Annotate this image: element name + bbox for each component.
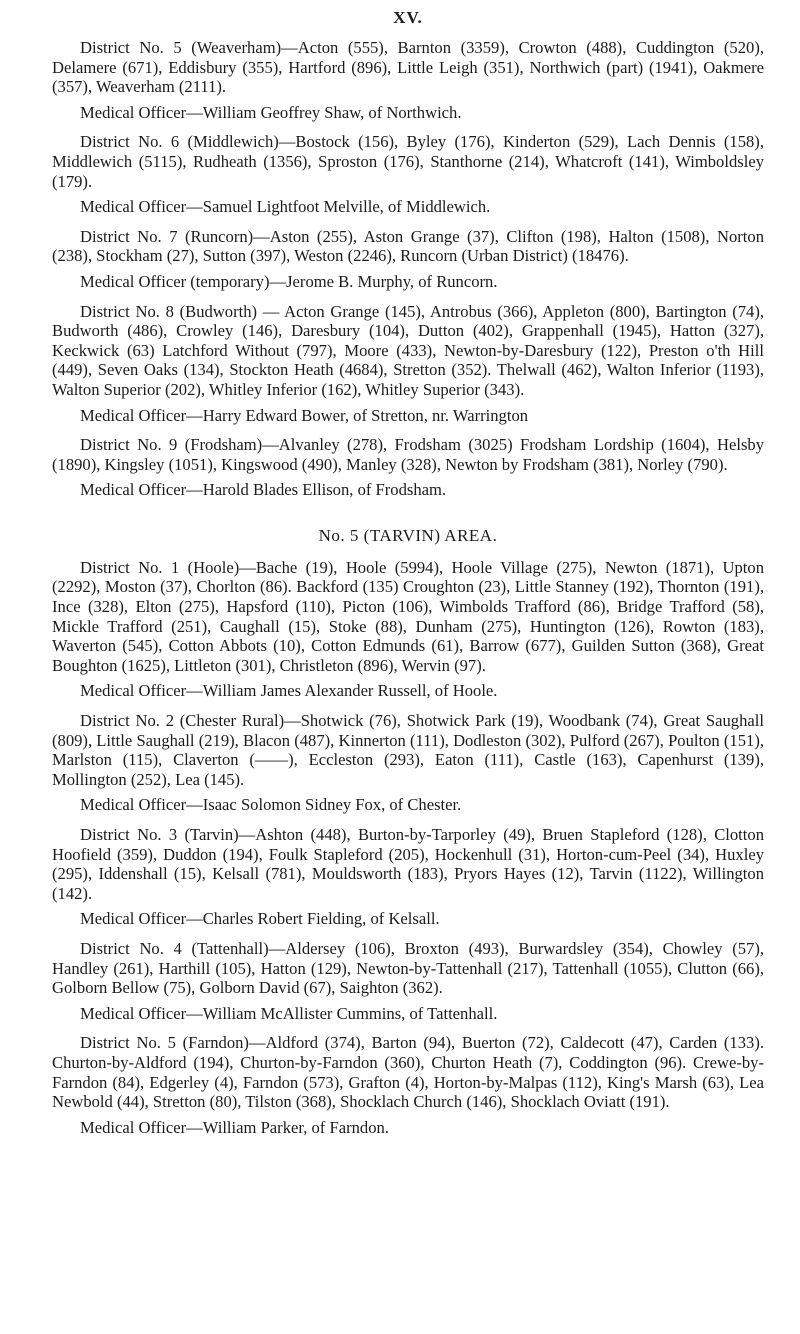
district-entry: District No. 6 (Middlewich)—Bostock (156), Byley (176), Kinderton (529), Lach Dennis (158), Middlewich (5115), Rudheath (1356), Sproston (176), Stanthorne (214), Whatcroft (141), Wimboldsley (179). xyxy=(52,132,764,191)
district-entry: District No. 9 (Frodsham)—Alvanley (278), Frodsham (3025) Frodsham Lordship (1604), Helsby (1890), Kingsley (1051), Kingswood (490), Manley (328), Newton by Frodsham (381), Norley (790). xyxy=(52,435,764,474)
district-entry: District No. 5 (Farndon)—Aldford (374), Barton (94), Buerton (72), Caldecott (47), Carden (133). Churton-by-Aldford (194), Churton-by-Farndon (360), Churton Heath (7), Coddington (96). Crewe-by-Farndon (84), Edgerley (4), Farndon (573), Grafton (4), Horton-by-Malpas (112), King's Marsh (63), Lea Newbold (44), Stretton (80), Tilston (368), Shocklach Church (146), Shocklach Oviatt (191). xyxy=(52,1033,764,1112)
tarvin-area-districts xyxy=(52,558,764,1137)
district-entry: District No. 3 (Tarvin)—Ashton (448), Burton-by-Tarporley (49), Bruen Stapleford (128), Clotton Hoofield (359), Duddon (194), Foulk Stapleford (205), Hockenhull (31), Horton-cum-Peel (34), Huxley (295), Iddenshall (15), Kelsall (781), Mouldsworth (183), Pryors Hayes (12), Tarvin (1122), Willington (142). xyxy=(52,825,764,903)
medical-officer: Medical Officer—Charles Robert Fielding, of Kelsall. xyxy=(80,909,440,929)
district-entry: District No. 5 (Weaverham)—Acton (555), Barnton (3359), Crowton (488), Cuddington (520), Delamere (671), Eddisbury (355), Hartford (896), Little Leigh (351), Northwich (part) (1941), Oakmere (357), Weaverham (2111). xyxy=(52,38,764,97)
medical-officer: Medical Officer—Samuel Lightfoot Melville, of Middlewich. xyxy=(80,197,491,217)
medical-officer: Medical Officer—Harry Edward Bower, of Stretton, nr. Warrington xyxy=(80,405,529,425)
district-entry: District No. 4 (Tattenhall)—Aldersey (106), Broxton (493), Burwardsley (354), Chowley (57), Handley (261), Harthill (105), Hatton (129), Newton-by-Tattenhall (217), Tattenhall (1055), Clutton (66), Golborn Bellow (75), Golborn David (67), Saighton (362). xyxy=(52,938,764,998)
district-entry: District No. 8 (Budworth) — Acton Grange (145), Antrobus (366), Appleton (800), Bartington (74), Budworth (486), Crowley (146), Daresbury (104), Dutton (402), Grappenhall (1945), Hatton (327), Keckwick (63) Latchford Without (797), Moore (433), Newton-by-Daresbury (122), Preston o'th Hill (449), Seven Oaks (134), Stockton Heath (4684), Stretton (352). Thelwall (462), Walton Inferior (1193), Walton Superior (202), Whitley Inferior (162), Whitley Superior (343). xyxy=(52,301,764,399)
page-number: XV. xyxy=(393,8,423,27)
district-entry: District No. 7 (Runcorn)—Aston (255), Aston Grange (37), Clifton (198), Halton (1508), Norton (238), Stockham (27), Sutton (397), Weston (2246), Runcorn (Urban District) (18476). xyxy=(52,226,764,266)
medical-officer: Medical Officer (temporary)—Jerome B. Murphy, of Runcorn. xyxy=(80,271,498,291)
area-heading: No. 5 (TARVIN) AREA. xyxy=(318,525,498,545)
medical-officer: Medical Officer—William Geoffrey Shaw, of Northwich. xyxy=(80,102,462,122)
medical-officer: Medical Officer—William Parker, of Farndon. xyxy=(80,1117,389,1137)
medical-officer: Medical Officer—William James Alexander Russell, of Hoole. xyxy=(80,681,498,701)
district-entry: District No. 2 (Chester Rural)—Shotwick (76), Shotwick Park (19), Woodbank (74), Great Saughall (809), Little Saughall (219), Blacon (487), Kinnerton (111), Dodleston (302), Pulford (267), Poulton (151), Marlston (115), Claverton (——), Eccleston (293), Eaton (111), Castle (163), Capenhurst (139), Mollington (252), Lea (145). xyxy=(52,711,764,789)
area-4-districts xyxy=(52,38,764,500)
medical-officer: Medical Officer—Harold Blades Ellison, of Frodsham. xyxy=(80,480,447,500)
document-page xyxy=(52,8,764,1147)
medical-officer: Medical Officer—Isaac Solomon Sidney Fox, of Chester. xyxy=(80,795,462,815)
district-entry: District No. 1 (Hoole)—Bache (19), Hoole (5994), Hoole Village (275), Newton (1871), Upton (2292), Moston (37), Chorlton (86). Backford (135) Croughton (23), Little Stanney (192), Thornton (191), Ince (328), Elton (275), Hapsford (110), Picton (106), Wimbolds Trafford (86), Bridge Trafford (58), Mickle Trafford (251), Caughall (15), Stoke (88), Dunham (275), Huntington (126), Rowton (183), Waverton (545), Cotton Abbots (10), Cotton Edmunds (61), Barrow (677), Guilden Sutton (368), Great Boughton (1625), Littleton (301), Christleton (896), Wervin (97). xyxy=(52,557,764,675)
medical-officer: Medical Officer—William McAllister Cummins, of Tattenhall. xyxy=(80,1003,498,1023)
